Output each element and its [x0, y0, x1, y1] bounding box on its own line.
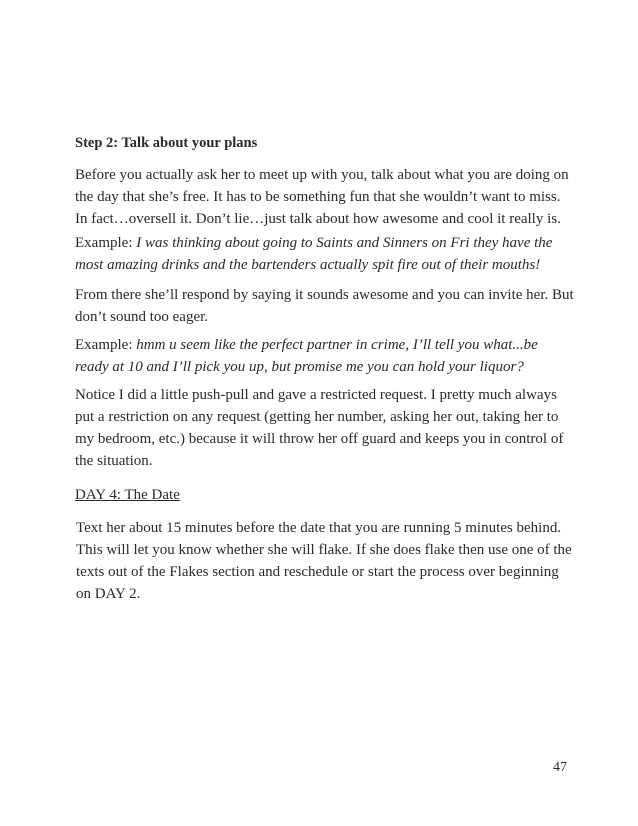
- example-text: I was thinking about going to Saints and Sinners on Fri they have the most amazing drinks and the bartenders actually spit fire out of their mouths!: [75, 235, 553, 273]
- page-number: 47: [553, 760, 567, 775]
- example-paragraph-1: [75, 232, 575, 276]
- example-label: Example:: [75, 235, 137, 251]
- paragraph-push-pull: Notice I did a little push-pull and gave a restricted request. I pretty much always put a restriction on any request (getting her number, asking her out, taking her to my bedroom, etc.) because it will throw her off guard and keeps you in control of the situation.: [75, 387, 564, 469]
- paragraph-date-text: Text her about 15 minutes before the date that you are running 5 minutes behind. This will let you know whether she will flake. If she does flake then use one of the texts out of the Flakes section and reschedule or start the process over beginning on DAY 2.: [76, 520, 572, 602]
- section-heading-step-2: Step 2: Talk about your plans: [75, 135, 258, 151]
- paragraph-response: From there she’ll respond by saying it sounds awesome and you can invite her. But don’t sound too eager.: [75, 287, 574, 325]
- example-label: Example:: [75, 337, 137, 353]
- example-text: hmm u seem like the perfect partner in crime, I’ll tell you what...be ready at 10 and I’ll pick you up, but promise me you can hold your liquor?: [75, 337, 538, 375]
- paragraph-plans-intro: Before you actually ask her to meet up with you, talk about what you are doing on the day that she’s free. It has to be something fun that she wouldn’t want to miss. In fact…oversell it. Don’t lie…just talk about how awesome and cool it really is.: [75, 167, 569, 227]
- example-paragraph-2: [75, 334, 575, 378]
- section-heading-day-4: DAY 4: The Date: [75, 487, 180, 503]
